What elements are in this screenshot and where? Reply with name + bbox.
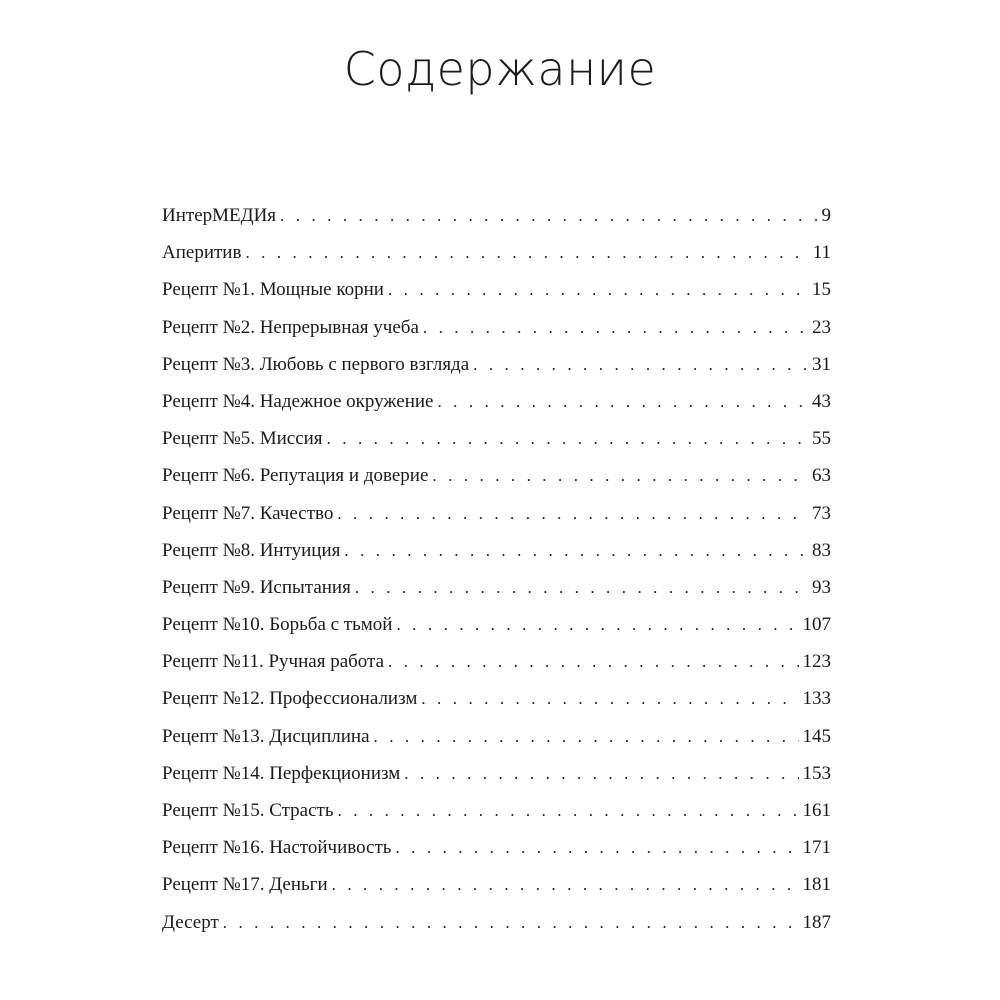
dot-leader (473, 346, 808, 383)
toc-entry-title: Рецепт №11. Ручная работа (162, 651, 385, 673)
dot-leader (332, 866, 799, 903)
dot-leader (388, 271, 808, 308)
toc-entry (162, 792, 831, 829)
toc-entry-title: Рецепт №6. Репутация и доверие (162, 465, 429, 487)
toc-entry (162, 420, 831, 457)
toc-page-number: 153 (802, 762, 831, 784)
toc-entry (162, 904, 831, 941)
toc-entry (162, 197, 831, 234)
toc-entry (162, 829, 831, 866)
toc-page-number: 31 (812, 353, 831, 375)
toc-entry-title: Рецепт №2. Непрерывная учеба (162, 316, 419, 338)
toc-entry-title: Рецепт №4. Надежное окружение (162, 390, 434, 412)
toc-page-number: 123 (802, 651, 831, 673)
toc-entry (162, 866, 831, 903)
toc-entry-title: Рецепт №16. Настойчивость (162, 837, 392, 859)
toc-entry-title: Рецепт №10. Борьба с тьмой (162, 614, 393, 636)
toc-page-number: 83 (812, 539, 831, 561)
toc-entry (162, 383, 831, 420)
toc-entry-title: Десерт (162, 911, 219, 933)
toc-entry (162, 234, 831, 271)
toc-page-number: 43 (812, 390, 831, 412)
toc-page-number: 133 (802, 688, 831, 710)
toc-entry-title: Рецепт №14. Перфекционизм (162, 762, 401, 784)
toc-entry-title: Рецепт №9. Испытания (162, 576, 351, 598)
toc-entry (162, 271, 831, 308)
dot-leader (223, 904, 799, 941)
toc-page-number: 107 (802, 614, 831, 636)
toc-entry-title: Рецепт №1. Мощные корни (162, 279, 384, 301)
dot-leader (337, 495, 808, 532)
toc-entry (162, 495, 831, 532)
toc-entry (162, 718, 831, 755)
toc-entry (162, 457, 831, 494)
toc-page-number: 15 (812, 279, 831, 301)
toc-page-number: 55 (812, 428, 831, 450)
dot-leader (423, 309, 808, 346)
dot-leader (396, 606, 798, 643)
dot-leader (421, 680, 798, 717)
toc-entry-title: Рецепт №17. Деньги (162, 874, 328, 896)
toc-entry (162, 532, 831, 569)
toc-entry-title: Рецепт №13. Дисциплина (162, 725, 370, 747)
dot-leader (355, 569, 808, 606)
toc-page-number: 11 (812, 242, 831, 264)
dot-leader (280, 197, 817, 234)
page-title: Содержание (343, 42, 657, 96)
dot-leader (437, 383, 808, 420)
toc-page-number: 23 (812, 316, 831, 338)
toc-page-number: 9 (821, 205, 831, 226)
toc-entry-title: Аперитив (162, 242, 242, 264)
toc-entry-title: Рецепт №8. Интуиция (162, 539, 341, 561)
toc-entry (162, 755, 831, 792)
dot-leader (374, 718, 799, 755)
toc-entry (162, 346, 831, 383)
toc-entry-title: Рецепт №3. Любовь с первого взгляда (162, 353, 470, 375)
dot-leader (395, 829, 798, 866)
dot-leader (404, 755, 798, 792)
toc-page-number: 181 (802, 874, 831, 896)
toc-page-number: 161 (802, 800, 831, 821)
toc-entry (162, 569, 831, 606)
toc-entry-title: Рецепт №5. Миссия (162, 428, 323, 450)
toc-entry-title: ИнтерМЕДИя (162, 205, 277, 226)
toc-page-number: 171 (802, 837, 831, 859)
toc-page-number: 63 (812, 465, 831, 487)
toc-page-number: 187 (802, 911, 831, 933)
toc-entry (162, 606, 831, 643)
toc-entry-title: Рецепт №15. Страсть (162, 800, 334, 821)
dot-leader (338, 792, 799, 829)
toc-page-number: 93 (812, 576, 831, 598)
toc-entry-title: Рецепт №12. Профессионализм (162, 688, 418, 710)
toc-entry (162, 643, 831, 680)
dot-leader (327, 420, 808, 457)
dot-leader (388, 643, 798, 680)
toc-entry (162, 309, 831, 346)
dot-leader (344, 532, 808, 569)
toc-entry-title: Рецепт №7. Качество (162, 502, 334, 524)
toc-page-number: 145 (802, 725, 831, 747)
toc-entry (162, 680, 831, 717)
toc-page-number: 73 (812, 502, 831, 524)
toc-list (162, 197, 831, 941)
dot-leader (245, 234, 808, 271)
dot-leader (432, 457, 808, 494)
